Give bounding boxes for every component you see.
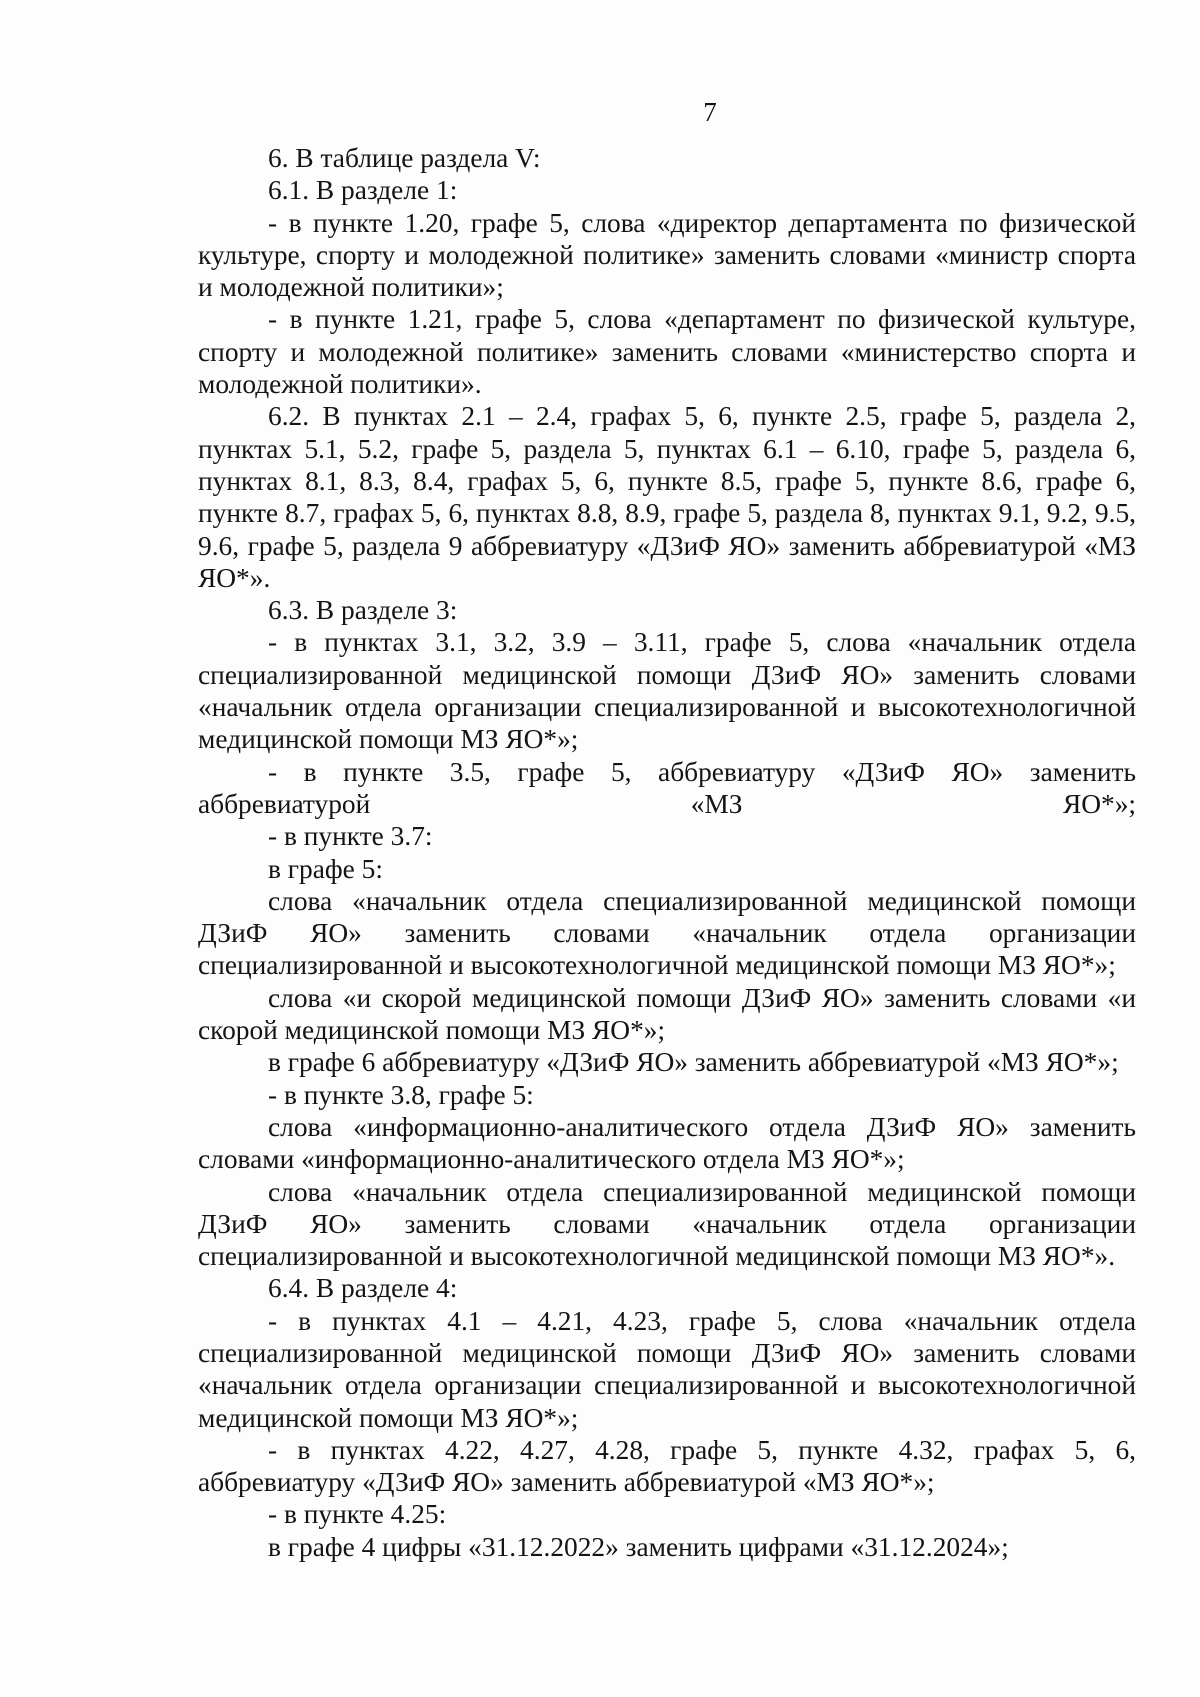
paragraph-6-1-item-1-20: - в пункте 1.20, графе 5, слова «директор департамента по физической культуре, спорту и молодежной политике» заменить словами «министр спорта и молодежной политики»; xyxy=(198,207,1136,303)
paragraph-column-6: в графе 6 аббревиатуру «ДЗиФ ЯО» заменить аббревиатурой «МЗ ЯО*»; xyxy=(268,1047,1119,1078)
paragraph-6-4-item-4-25: - в пункте 4.25: xyxy=(268,1499,447,1530)
document-body xyxy=(198,142,1136,1563)
paragraph-column-5: в графе 5: xyxy=(268,853,383,884)
paragraph-words-analytics: слова «информационно-аналитического отдела ДЗиФ ЯО» заменить словами «информационно-аналитического отдела МЗ ЯО*»; xyxy=(198,1111,1136,1175)
paragraph-words-head-specialized: слова «начальник отдела специализированной медицинской помощи ДЗиФ ЯО» заменить словами «начальник отдела организации специализированной и высокотехнологичной медицинской помощи МЗ ЯО*»; xyxy=(198,885,1136,981)
paragraph-words-ambulance: слова «и скорой медицинской помощи ДЗиФ ЯО» заменить словами «и скорой медицинской помощи МЗ ЯО*»; xyxy=(198,982,1136,1046)
paragraph-6-2: 6.2. В пунктах 2.1 – 2.4, графах 5, 6, пункте 2.5, графе 5, раздела 2, пунктах 5.1, 5.2, графе 5, раздела 5, пунктах 6.1 – 6.10, графе 5, раздела 6, пунктах 8.1, 8.3, 8.4, графах 5, 6, пункте 8.5, графе 5, пункте 8.6, графе 6, пункте 8.7, графах 5, 6, пунктах 8.8, 8.9, графе 5, раздела 8, пунктах 9.1, 9.2, 9.5, 9.6, графе 5, раздела 9 аббревиатуру «ДЗиФ ЯО» заменить аббревиатурой «МЗ ЯО*». xyxy=(198,401,1136,593)
paragraph-6-4-items-4-1: - в пунктах 4.1 – 4.21, 4.23, графе 5, слова «начальник отдела специализированной медицинской помощи ДЗиФ ЯО» заменить словами «начальник отдела организации специализированной и высокотехнологичной медицинской помощи МЗ ЯО*»; xyxy=(198,1305,1136,1433)
paragraph-6-3: 6.3. В разделе 3: xyxy=(268,595,458,626)
paragraph-6-1-item-1-21: - в пункте 1.21, графе 5, слова «департамент по физической культуре, спорту и молодежной политике» заменить словами «министерство спорта и молодежной политики». xyxy=(198,304,1136,400)
paragraph-6-3-item-3-5: - в пункте 3.5, графе 5, аббревиатуру «ДЗиФ ЯО» заменить аббревиатурой «МЗ ЯО*»; xyxy=(198,756,1136,819)
paragraph-6-3-item-3-7: - в пункте 3.7: xyxy=(268,821,433,852)
paragraph-6-4: 6.4. В разделе 4: xyxy=(268,1273,458,1304)
paragraph-words-head-specialized-2: слова «начальник отдела специализированной медицинской помощи ДЗиФ ЯО» заменить словами «начальник отдела организации специализированной и высокотехнологичной медицинской помощи МЗ ЯО*». xyxy=(198,1176,1136,1272)
paragraph-6-4-items-4-22: - в пунктах 4.22, 4.27, 4.28, графе 5, пункте 4.32, графах 5, 6, аббревиатуру «ДЗиФ ЯО» заменить аббревиатурой «МЗ ЯО*»; xyxy=(198,1434,1136,1498)
paragraph-column-4-dates: в графе 4 цифры «31.12.2022» заменить цифрами «31.12.2024»; xyxy=(268,1531,1009,1562)
paragraph-6-3-item-3-8: - в пункте 3.8, графе 5: xyxy=(268,1079,534,1110)
paragraph-6-1: 6.1. В разделе 1: xyxy=(268,175,458,206)
page-number: 7 xyxy=(703,97,717,127)
paragraph-6-3-items-3-1: - в пунктах 3.1, 3.2, 3.9 – 3.11, графе 5, слова «начальник отдела специализированной медицинской помощи ДЗиФ ЯО» заменить словами «начальник отдела организации специализированной и высокотехнологичной медицинской помощи МЗ ЯО*»; xyxy=(198,627,1136,755)
paragraph-6: 6. В таблице раздела V: xyxy=(268,143,541,173)
